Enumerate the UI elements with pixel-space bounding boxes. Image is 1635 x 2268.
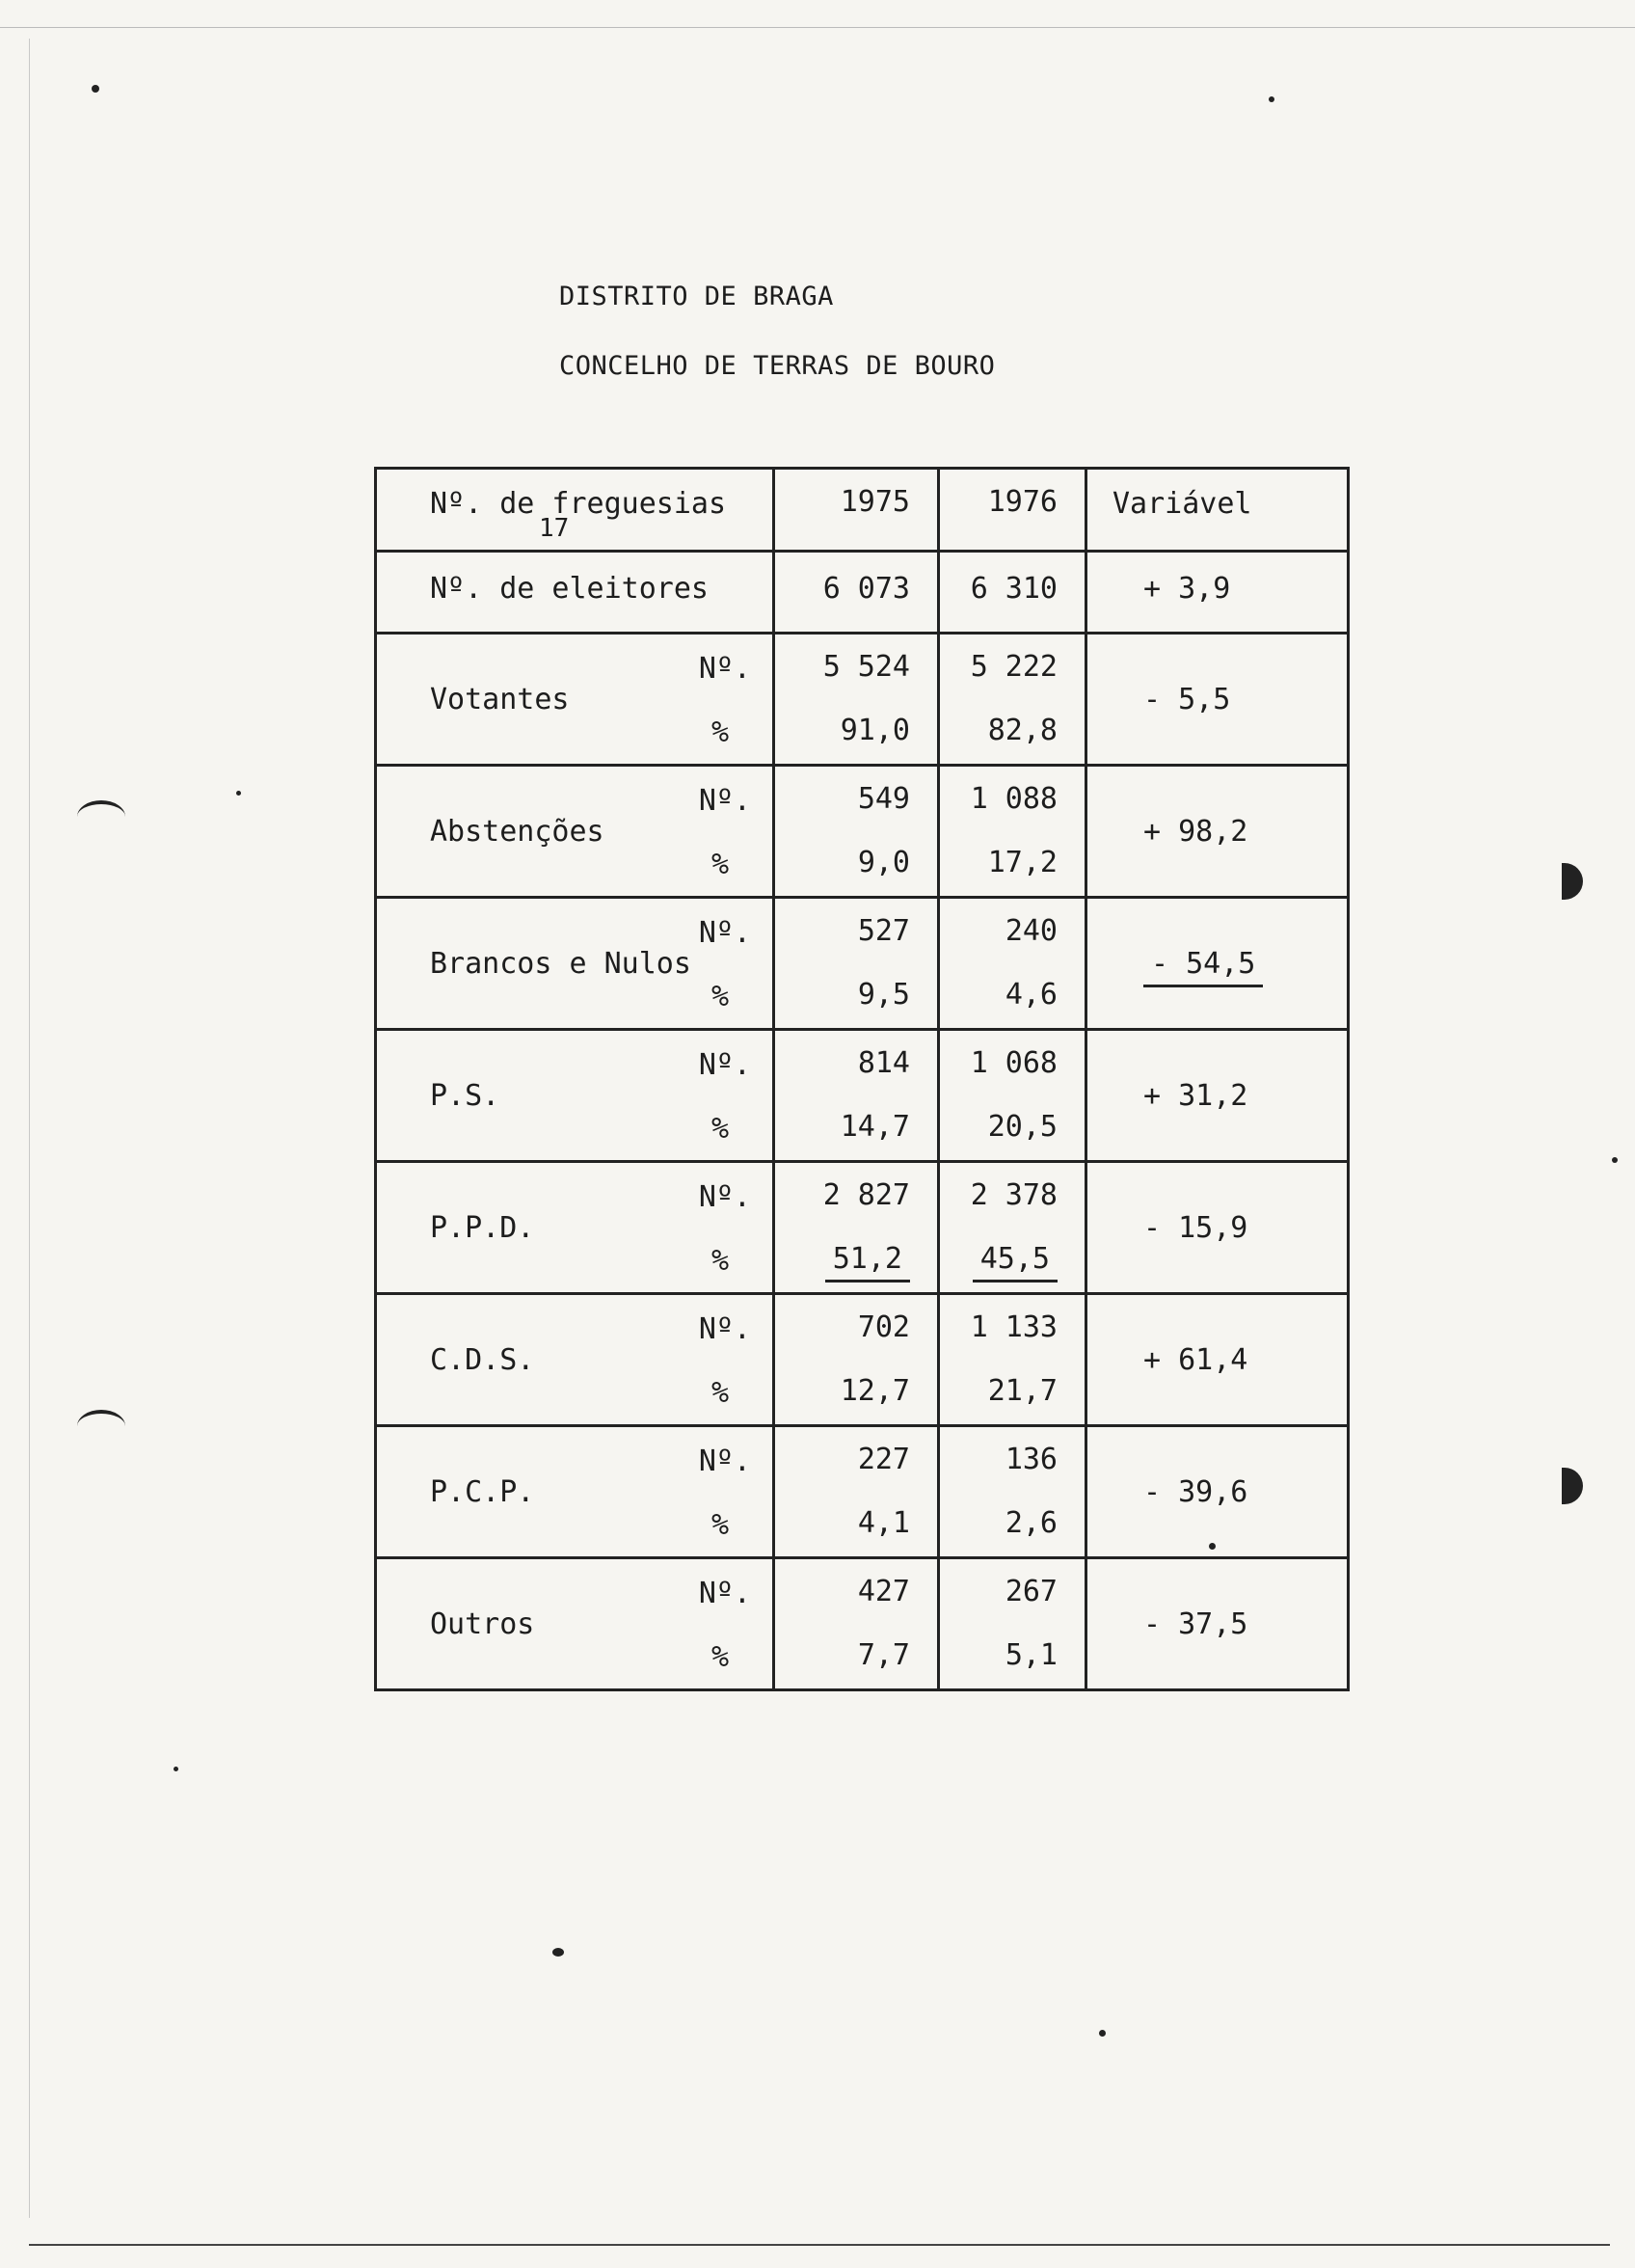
row-variation: + 31,2 — [1143, 1079, 1248, 1113]
percent-1975: 91,0 — [840, 714, 910, 747]
count-1975: 527 — [857, 914, 910, 948]
electors-label: Nº. de eleitores — [430, 572, 709, 606]
count-tag: Nº. — [698, 1180, 751, 1214]
count-1976: 240 — [1005, 914, 1058, 948]
percent-1976: 20,5 — [987, 1110, 1058, 1144]
district-title: DISTRITO DE BRAGA — [559, 282, 834, 311]
percent-1975: 51,2 — [825, 1242, 910, 1282]
table-row — [376, 898, 1349, 1030]
table-row — [376, 634, 1349, 766]
row-label: C.D.S. — [430, 1343, 535, 1377]
election-results-table — [374, 467, 1350, 1691]
count-1976: 267 — [1005, 1575, 1058, 1608]
count-1975: 549 — [857, 782, 910, 816]
count-tag: Nº. — [698, 784, 751, 818]
percent-tag: % — [710, 1376, 729, 1410]
percent-1975: 14,7 — [840, 1110, 910, 1144]
electors-1975: 6 073 — [822, 572, 910, 606]
percent-1975: 7,7 — [857, 1638, 910, 1672]
year-1975-header: 1975 — [840, 485, 910, 519]
speck — [1612, 1157, 1618, 1163]
row-label: P.P.D. — [430, 1211, 535, 1245]
count-1976: 1 133 — [970, 1310, 1058, 1344]
row-label: P.S. — [430, 1079, 500, 1113]
percent-tag: % — [710, 1112, 729, 1146]
count-1976: 5 222 — [970, 650, 1058, 684]
table-row — [376, 1162, 1349, 1294]
percent-1976: 2,6 — [1005, 1506, 1058, 1540]
percent-1975: 4,1 — [857, 1506, 910, 1540]
row-variation: + 61,4 — [1143, 1343, 1248, 1377]
percent-1975: 9,5 — [857, 978, 910, 1012]
row-label: Votantes — [430, 683, 570, 716]
table-header-row — [376, 469, 1349, 552]
count-1975: 427 — [857, 1575, 910, 1608]
count-tag: Nº. — [698, 1048, 751, 1082]
punch-hole-arc — [77, 800, 125, 833]
municipality-title: CONCELHO DE TERRAS DE BOURO — [559, 351, 996, 381]
percent-1976: 21,7 — [987, 1374, 1058, 1408]
speck — [1209, 1543, 1216, 1550]
count-tag: Nº. — [698, 1577, 751, 1610]
electors-row — [376, 552, 1349, 634]
punch-hole — [1562, 1468, 1583, 1504]
count-1975: 2 827 — [822, 1178, 910, 1212]
speck — [174, 1767, 178, 1771]
speck — [1099, 2030, 1106, 2037]
row-variation: - 5,5 — [1143, 683, 1231, 716]
speck — [1269, 96, 1274, 102]
percent-1975: 9,0 — [857, 846, 910, 879]
electors-1976: 6 310 — [970, 572, 1058, 606]
row-variation: - 37,5 — [1143, 1607, 1248, 1641]
year-1976-header: 1976 — [987, 485, 1058, 519]
row-label: Brancos e Nulos — [430, 947, 691, 981]
speck — [92, 85, 99, 93]
row-variation: - 15,9 — [1143, 1211, 1248, 1245]
percent-tag: % — [710, 1244, 729, 1278]
page-bottom-edge — [29, 2244, 1610, 2246]
count-tag: Nº. — [698, 652, 751, 686]
count-1975: 5 524 — [822, 650, 910, 684]
percent-1976: 17,2 — [987, 846, 1058, 879]
count-1975: 227 — [857, 1443, 910, 1476]
percent-tag: % — [710, 716, 729, 749]
percent-1976: 4,6 — [1005, 978, 1058, 1012]
row-variation: - 54,5 — [1143, 947, 1263, 987]
row-variation: - 39,6 — [1143, 1475, 1248, 1509]
count-tag: Nº. — [698, 916, 751, 950]
variation-header: Variável — [1112, 487, 1252, 521]
count-tag: Nº. — [698, 1444, 751, 1478]
table-row — [376, 1030, 1349, 1162]
parish-count-value: 17 — [539, 514, 570, 543]
percent-1976: 5,1 — [1005, 1638, 1058, 1672]
percent-tag: % — [710, 980, 729, 1013]
count-1975: 814 — [857, 1046, 910, 1080]
table-row — [376, 1426, 1349, 1558]
percent-1976: 45,5 — [973, 1242, 1058, 1282]
percent-1975: 12,7 — [840, 1374, 910, 1408]
table-row — [376, 1558, 1349, 1690]
table-row — [376, 766, 1349, 898]
row-label: P.C.P. — [430, 1475, 535, 1509]
table-row — [376, 1294, 1349, 1426]
page-top-edge — [0, 27, 1635, 28]
punch-hole — [1562, 863, 1583, 900]
count-1976: 1 068 — [970, 1046, 1058, 1080]
electors-variation: + 3,9 — [1143, 572, 1231, 606]
parish-count-label: Nº. de freguesias — [430, 487, 727, 521]
row-label: Abstenções — [430, 815, 604, 849]
count-tag: Nº. — [698, 1312, 751, 1346]
row-variation: + 98,2 — [1143, 815, 1248, 849]
row-label: Outros — [430, 1607, 535, 1641]
percent-1976: 82,8 — [987, 714, 1058, 747]
page-left-edge — [29, 39, 30, 2218]
speck — [552, 1948, 564, 1957]
count-1976: 136 — [1005, 1443, 1058, 1476]
count-1975: 702 — [857, 1310, 910, 1344]
speck — [236, 791, 241, 796]
count-1976: 2 378 — [970, 1178, 1058, 1212]
percent-tag: % — [710, 1508, 729, 1542]
count-1976: 1 088 — [970, 782, 1058, 816]
percent-tag: % — [710, 1640, 729, 1674]
punch-hole-arc — [77, 1410, 125, 1443]
percent-tag: % — [710, 848, 729, 881]
